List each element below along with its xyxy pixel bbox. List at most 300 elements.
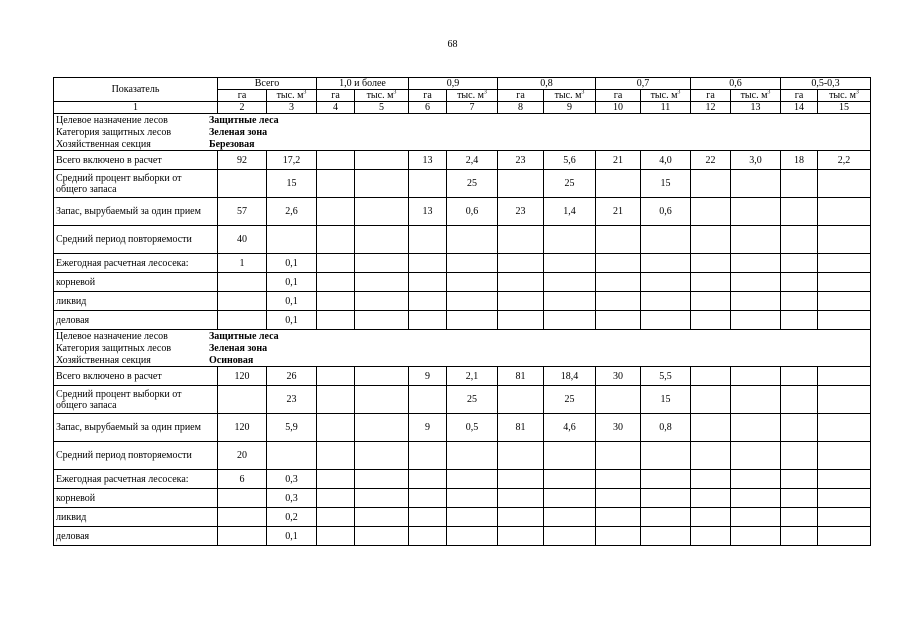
meta-key: Категория защитных лесов <box>56 342 172 354</box>
table-cell <box>267 226 317 254</box>
table-row <box>54 442 871 470</box>
unit-volume-text: тыс. м <box>276 90 304 101</box>
table-cell <box>498 254 544 273</box>
column-number: 11 <box>641 102 691 114</box>
unit-volume-header <box>267 90 317 102</box>
table-cell <box>447 442 498 470</box>
table-cell <box>818 273 871 292</box>
table-cell: 18 <box>781 151 818 170</box>
unit-volume-text: тыс. м <box>457 90 484 101</box>
meta-value: Осиновая <box>209 354 254 366</box>
meta-key: Хозяйственная секция <box>56 354 151 366</box>
table-cell <box>641 311 691 330</box>
table-row <box>54 226 871 254</box>
table-cell <box>781 386 818 414</box>
table-cell <box>218 311 267 330</box>
table-cell <box>409 273 447 292</box>
table-cell: 81 <box>498 414 544 442</box>
section-meta-line <box>56 354 868 366</box>
row-label: Ежегодная расчетная лесосека: <box>54 470 218 489</box>
unit-volume-header <box>818 90 871 102</box>
table-cell <box>355 198 409 226</box>
group-header: 0,9 <box>409 78 498 90</box>
table-cell <box>317 470 355 489</box>
table-cell: 5,6 <box>544 151 596 170</box>
table-cell <box>218 292 267 311</box>
table-cell <box>818 292 871 311</box>
table-cell: 18,4 <box>544 367 596 386</box>
unit-volume-text: тыс. м <box>650 90 678 101</box>
table-cell <box>731 508 781 527</box>
table-cell <box>498 508 544 527</box>
section-meta-line <box>56 138 868 150</box>
meta-value: Защитные леса <box>209 114 279 126</box>
table-cell <box>596 442 641 470</box>
table-cell <box>641 489 691 508</box>
table-cell <box>818 198 871 226</box>
group-header: 0,7 <box>596 78 691 90</box>
table-cell <box>818 170 871 198</box>
table-cell <box>641 470 691 489</box>
table-cell: 0,3 <box>267 470 317 489</box>
table-cell <box>818 367 871 386</box>
table-cell <box>691 226 731 254</box>
column-number: 5 <box>355 102 409 114</box>
table-cell <box>317 311 355 330</box>
table-cell <box>781 198 818 226</box>
table-cell <box>731 311 781 330</box>
table-cell: 17,2 <box>267 151 317 170</box>
header-groups-row <box>54 78 871 90</box>
table-cell <box>447 311 498 330</box>
table-cell <box>781 367 818 386</box>
table-cell: 2,2 <box>818 151 871 170</box>
table-cell <box>355 489 409 508</box>
table-cell: 13 <box>409 151 447 170</box>
table-cell <box>596 508 641 527</box>
table-cell: 1 <box>218 254 267 273</box>
table-cell <box>641 508 691 527</box>
table-cell: 0,3 <box>267 489 317 508</box>
table-cell <box>731 489 781 508</box>
table-cell <box>691 254 731 273</box>
table-cell <box>544 489 596 508</box>
column-number: 15 <box>818 102 871 114</box>
unit-volume-text: тыс. м <box>740 90 768 101</box>
table-cell: 92 <box>218 151 267 170</box>
table-cell <box>218 273 267 292</box>
table-cell <box>355 254 409 273</box>
column-number: 10 <box>596 102 641 114</box>
table-cell <box>498 292 544 311</box>
column-number: 8 <box>498 102 544 114</box>
table-cell <box>409 254 447 273</box>
table-cell <box>355 151 409 170</box>
unit-ha-header: га <box>409 90 447 102</box>
group-header: 1,0 и более <box>317 78 409 90</box>
table-cell: 0,5 <box>447 414 498 442</box>
table-cell <box>818 527 871 546</box>
table-cell: 57 <box>218 198 267 226</box>
section-meta-cell <box>54 114 871 151</box>
table-cell: 21 <box>596 151 641 170</box>
table-cell: 30 <box>596 367 641 386</box>
unit-volume-header <box>731 90 781 102</box>
table-cell <box>544 226 596 254</box>
table-cell: 4,0 <box>641 151 691 170</box>
meta-key: Хозяйственная секция <box>56 138 151 150</box>
meta-key: Целевое назначение лесов <box>56 330 168 342</box>
table-row <box>54 489 871 508</box>
table-cell <box>498 273 544 292</box>
row-label: Средний период повторяемости <box>54 226 218 254</box>
table-cell <box>781 414 818 442</box>
table-cell: 26 <box>267 367 317 386</box>
table-cell <box>267 442 317 470</box>
meta-value: Березовая <box>209 138 255 150</box>
table-cell: 2,1 <box>447 367 498 386</box>
table-cell <box>691 442 731 470</box>
table-cell <box>781 442 818 470</box>
column-number: 3 <box>267 102 317 114</box>
table-cell <box>691 470 731 489</box>
table-cell <box>596 226 641 254</box>
table-row <box>54 527 871 546</box>
table-row <box>54 470 871 489</box>
row-label: деловая <box>54 311 218 330</box>
section-meta-line <box>56 342 868 354</box>
row-label: ликвид <box>54 508 218 527</box>
table-cell <box>355 442 409 470</box>
table-cell <box>596 170 641 198</box>
table-cell <box>596 489 641 508</box>
table-cell <box>447 527 498 546</box>
table-cell <box>731 170 781 198</box>
column-number: 6 <box>409 102 447 114</box>
unit-volume-text: тыс. м <box>366 90 394 101</box>
column-number: 14 <box>781 102 818 114</box>
table-cell <box>355 508 409 527</box>
table-cell <box>641 442 691 470</box>
table-cell: 0,1 <box>267 292 317 311</box>
row-label: Ежегодная расчетная лесосека: <box>54 254 218 273</box>
column-number: 12 <box>691 102 731 114</box>
table-row <box>54 508 871 527</box>
table-cell: 0,1 <box>267 254 317 273</box>
unit-volume-text: тыс. м <box>829 90 856 101</box>
table-cell <box>781 311 818 330</box>
table-cell <box>498 226 544 254</box>
table-cell <box>818 414 871 442</box>
table-cell <box>409 489 447 508</box>
table-cell: 5,5 <box>641 367 691 386</box>
table-cell <box>317 508 355 527</box>
table-cell: 15 <box>267 170 317 198</box>
unit-ha-header: га <box>781 90 818 102</box>
page-number: 68 <box>447 39 458 50</box>
table-cell <box>731 367 781 386</box>
unit-volume-header <box>447 90 498 102</box>
column-number: 2 <box>218 102 267 114</box>
table-cell <box>409 226 447 254</box>
table-cell <box>218 508 267 527</box>
table-cell <box>596 273 641 292</box>
table-cell <box>781 273 818 292</box>
table-cell: 0,1 <box>267 273 317 292</box>
table-cell <box>596 254 641 273</box>
table-cell: 23 <box>498 198 544 226</box>
group-header: 0,6 <box>691 78 781 90</box>
table-cell <box>447 508 498 527</box>
table-cell <box>691 489 731 508</box>
table-cell: 9 <box>409 414 447 442</box>
table-cell <box>691 414 731 442</box>
section-header-row <box>54 114 871 151</box>
row-label: Средний процент выборки от общего запаса <box>54 386 218 414</box>
table-row <box>54 414 871 442</box>
meta-value: Защитные леса <box>209 330 279 342</box>
table-cell <box>544 442 596 470</box>
row-label: Запас, вырубаемый за один прием <box>54 414 218 442</box>
table-cell <box>317 489 355 508</box>
table-cell <box>544 470 596 489</box>
table-cell <box>641 254 691 273</box>
table-cell <box>691 292 731 311</box>
table-cell <box>317 527 355 546</box>
table-cell <box>818 386 871 414</box>
table-cell <box>731 226 781 254</box>
table-cell <box>818 254 871 273</box>
indicator-header: Показатель <box>54 78 218 102</box>
table-cell: 23 <box>267 386 317 414</box>
table-cell <box>691 508 731 527</box>
table-cell <box>818 508 871 527</box>
table-cell <box>731 386 781 414</box>
unit-volume-header <box>544 90 596 102</box>
table-cell: 25 <box>447 170 498 198</box>
row-label: Средний период повторяемости <box>54 442 218 470</box>
table-cell <box>641 226 691 254</box>
table-cell: 15 <box>641 170 691 198</box>
unit-volume-superscript: 3 <box>855 89 859 96</box>
meta-key: Категория защитных лесов <box>56 126 172 138</box>
table-cell: 15 <box>641 386 691 414</box>
table-cell <box>781 292 818 311</box>
table-cell <box>447 470 498 489</box>
table-cell <box>218 527 267 546</box>
table-cell <box>317 254 355 273</box>
table-row <box>54 151 871 170</box>
column-number: 4 <box>317 102 355 114</box>
table-cell <box>781 527 818 546</box>
table-cell <box>498 311 544 330</box>
table-cell: 81 <box>498 367 544 386</box>
table-cell <box>498 527 544 546</box>
table-cell <box>818 470 871 489</box>
table-cell <box>409 386 447 414</box>
table-cell <box>596 292 641 311</box>
table-cell <box>447 489 498 508</box>
table-cell <box>447 273 498 292</box>
table-cell <box>544 527 596 546</box>
table-cell <box>355 311 409 330</box>
row-label: Всего включено в расчет <box>54 151 218 170</box>
table-cell: 9 <box>409 367 447 386</box>
table-cell <box>781 170 818 198</box>
table-cell <box>691 273 731 292</box>
table-cell <box>731 292 781 311</box>
table-row <box>54 198 871 226</box>
table-cell <box>409 508 447 527</box>
table-cell <box>731 273 781 292</box>
unit-volume-superscript: 3 <box>767 89 771 96</box>
meta-key: Целевое назначение лесов <box>56 114 168 126</box>
unit-volume-text: тыс. м <box>554 90 582 101</box>
table-cell <box>596 470 641 489</box>
table-cell <box>218 386 267 414</box>
table-cell: 1,4 <box>544 198 596 226</box>
group-header: Всего <box>218 78 317 90</box>
table-cell <box>818 489 871 508</box>
meta-value: Зеленая зона <box>209 126 268 138</box>
table-cell: 6 <box>218 470 267 489</box>
table-cell <box>317 170 355 198</box>
column-number: 7 <box>447 102 498 114</box>
table-cell <box>731 198 781 226</box>
table-row <box>54 254 871 273</box>
table-cell <box>409 170 447 198</box>
table-cell <box>641 292 691 311</box>
table-cell: 4,6 <box>544 414 596 442</box>
unit-volume-header <box>355 90 409 102</box>
table-cell: 120 <box>218 414 267 442</box>
table-cell <box>355 367 409 386</box>
table-cell: 13 <box>409 198 447 226</box>
table-cell: 20 <box>218 442 267 470</box>
table-cell <box>498 386 544 414</box>
table-cell <box>781 470 818 489</box>
table-row <box>54 292 871 311</box>
table-row <box>54 311 871 330</box>
table-cell <box>731 470 781 489</box>
table-cell <box>317 151 355 170</box>
unit-ha-header: га <box>691 90 731 102</box>
row-label: корневой <box>54 489 218 508</box>
table-cell <box>641 273 691 292</box>
table-cell <box>781 226 818 254</box>
unit-volume-superscript: 3 <box>303 89 307 96</box>
table-cell <box>691 367 731 386</box>
table-cell <box>498 442 544 470</box>
unit-ha-header: га <box>498 90 544 102</box>
section-meta-cell <box>54 330 871 367</box>
table-cell: 25 <box>447 386 498 414</box>
section-meta-line <box>56 114 868 126</box>
table-cell <box>818 311 871 330</box>
meta-value: Зеленая зона <box>209 342 268 354</box>
row-label: Средний процент выборки от общего запаса <box>54 170 218 198</box>
table-cell <box>355 414 409 442</box>
unit-volume-superscript: 3 <box>393 89 397 96</box>
unit-ha-header: га <box>317 90 355 102</box>
table-cell <box>691 198 731 226</box>
table-cell <box>409 311 447 330</box>
table-cell <box>317 292 355 311</box>
table-cell <box>818 442 871 470</box>
table-row <box>54 367 871 386</box>
table-cell <box>691 527 731 546</box>
table-cell <box>317 273 355 292</box>
table-row <box>54 170 871 198</box>
table-cell: 0,1 <box>267 527 317 546</box>
unit-volume-superscript: 3 <box>677 89 681 96</box>
table-cell <box>355 386 409 414</box>
table-cell: 21 <box>596 198 641 226</box>
table-cell <box>218 489 267 508</box>
table-cell <box>317 367 355 386</box>
table-cell <box>355 292 409 311</box>
table-cell: 22 <box>691 151 731 170</box>
table-cell <box>409 292 447 311</box>
table-cell: 30 <box>596 414 641 442</box>
table-cell: 0,1 <box>267 311 317 330</box>
table-cell <box>317 414 355 442</box>
section-meta-line <box>56 330 868 342</box>
table-cell <box>355 470 409 489</box>
table-cell <box>317 226 355 254</box>
table-cell: 2,6 <box>267 198 317 226</box>
table-cell <box>781 508 818 527</box>
table-cell <box>731 254 781 273</box>
table-cell: 2,4 <box>447 151 498 170</box>
group-header: 0,8 <box>498 78 596 90</box>
table-cell <box>596 527 641 546</box>
column-number: 9 <box>544 102 596 114</box>
unit-ha-header: га <box>596 90 641 102</box>
forest-felling-table <box>53 77 871 546</box>
row-label: корневой <box>54 273 218 292</box>
table-cell <box>498 470 544 489</box>
table-cell <box>447 226 498 254</box>
table-cell <box>355 170 409 198</box>
table-cell <box>447 254 498 273</box>
table-cell <box>691 311 731 330</box>
table-cell <box>544 508 596 527</box>
table-cell <box>818 226 871 254</box>
unit-ha-header: га <box>218 90 267 102</box>
table-cell: 0,8 <box>641 414 691 442</box>
table-cell: 0,6 <box>641 198 691 226</box>
table-cell <box>691 170 731 198</box>
table-cell <box>596 311 641 330</box>
unit-volume-header <box>641 90 691 102</box>
table-cell <box>498 170 544 198</box>
table-cell <box>498 489 544 508</box>
table-cell <box>409 442 447 470</box>
table-cell: 23 <box>498 151 544 170</box>
table-cell: 5,9 <box>267 414 317 442</box>
row-label: Запас, вырубаемый за один прием <box>54 198 218 226</box>
table-cell <box>544 273 596 292</box>
table-cell <box>355 226 409 254</box>
table-cell <box>691 386 731 414</box>
table-row <box>54 273 871 292</box>
group-header: 0,5-0,3 <box>781 78 871 90</box>
table-cell <box>596 386 641 414</box>
table-cell <box>544 311 596 330</box>
table-cell: 3,0 <box>731 151 781 170</box>
table-cell <box>731 527 781 546</box>
